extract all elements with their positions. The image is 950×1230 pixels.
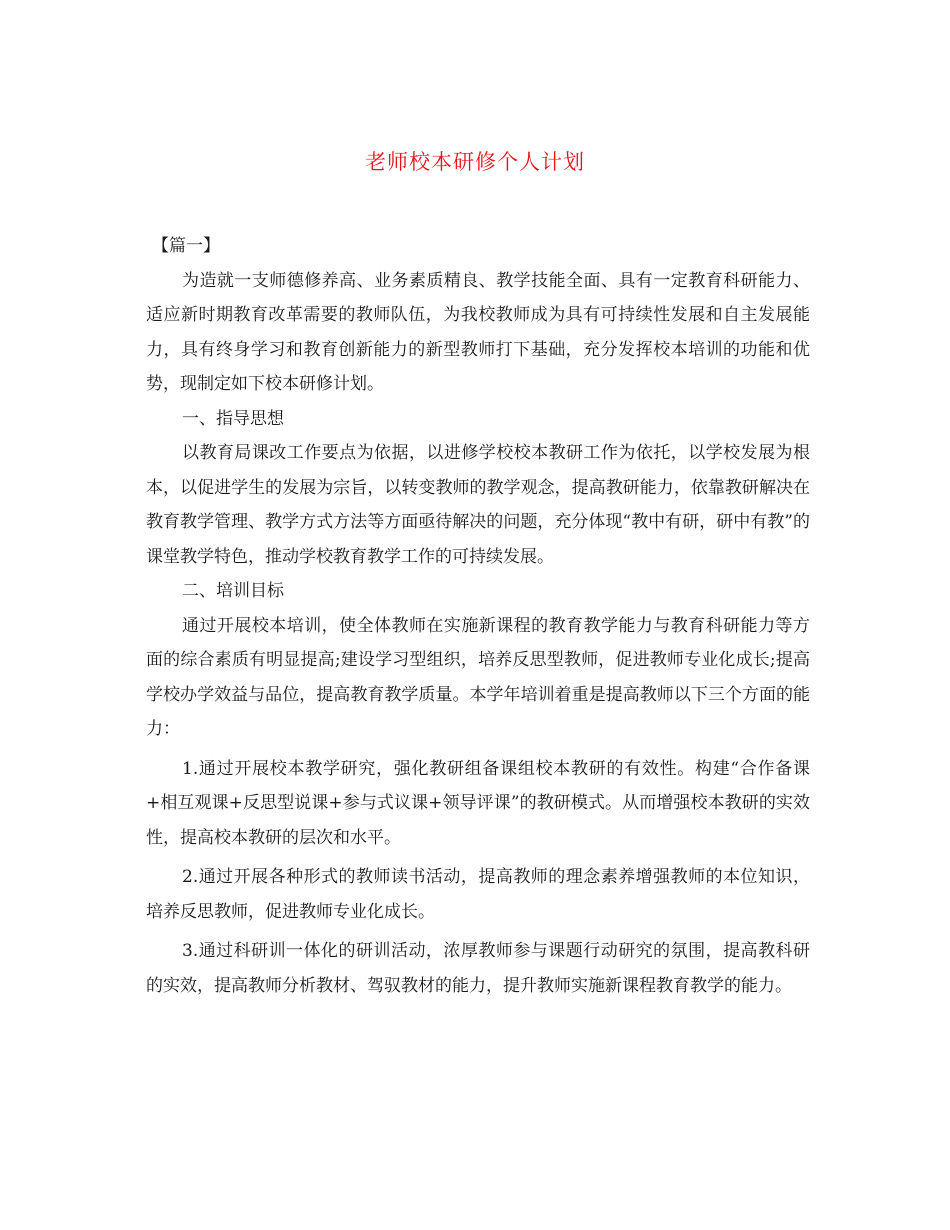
list-item: 1.通过开展校本教学研究，强化教研组备课组校本教研的有效性。构建“合作备课+相互观课+反思型说课+参与式议课+领导评课”的教研模式。从而增强校本教研的实效性，提高校本教研的层次和水平。 [146,758,810,848]
section-heading-guiding-ideology: 一、指导思想 [182,408,284,429]
intro-paragraph: 为造就一支师德修养高、业务素质精良、教学技能全面、具有一定教育科研能力、适应新时期教育改革需要的教师队伍，为我校教师成为具有可持续性发展和自主发展能力，具有终身学习和教育创新能力的新型教师打下基础，充分发挥校本培训的功能和优势，现制定如下校本研修计划。 [146,270,810,394]
document-body [146,229,810,1003]
training-goals-paragraph: 通过开展校本培训，使全体教师在实施新课程的教育教学能力与教育科研能力等方面的综合素质有明显提高;建设学习型组织，培养反思型教师，促进教师专业化成长;提高学校办学效益与品位，提高教育教学质量。本学年培训着重是提高教师以下三个方面的能力： [146,615,810,739]
list-item: 3.通过科研训一体化的研训活动，浓厚教师参与课题行动研究的氛围，提高教科研的实效，提高教师分析教材、驾驭教材的能力，提升教师实施新课程教育教学的能力。 [146,941,810,996]
part-label: 【篇一】 [152,236,220,256]
list-item: 2.通过开展各种形式的教师读书活动，提高教师的理念素养增强教师的本位知识，培养反思教师，促进教师专业化成长。 [146,867,810,922]
document-title: 老师校本研修个人计划 [365,150,585,174]
guiding-ideology-paragraph: 以教育局课改工作要点为依据，以进修学校校本教研工作为依托，以学校发展为根本，以促进学生的发展为宗旨，以转变教师的教学观念，提高教研能力，依靠教研解决在教育教学管理、教学方式方法等方面亟待解决的问题，充分体现“教中有研，研中有教”的课堂教学特色，推动学校教育教学工作的可持续发展。 [146,443,810,567]
section-heading-training-goals: 二、培训目标 [182,581,284,601]
